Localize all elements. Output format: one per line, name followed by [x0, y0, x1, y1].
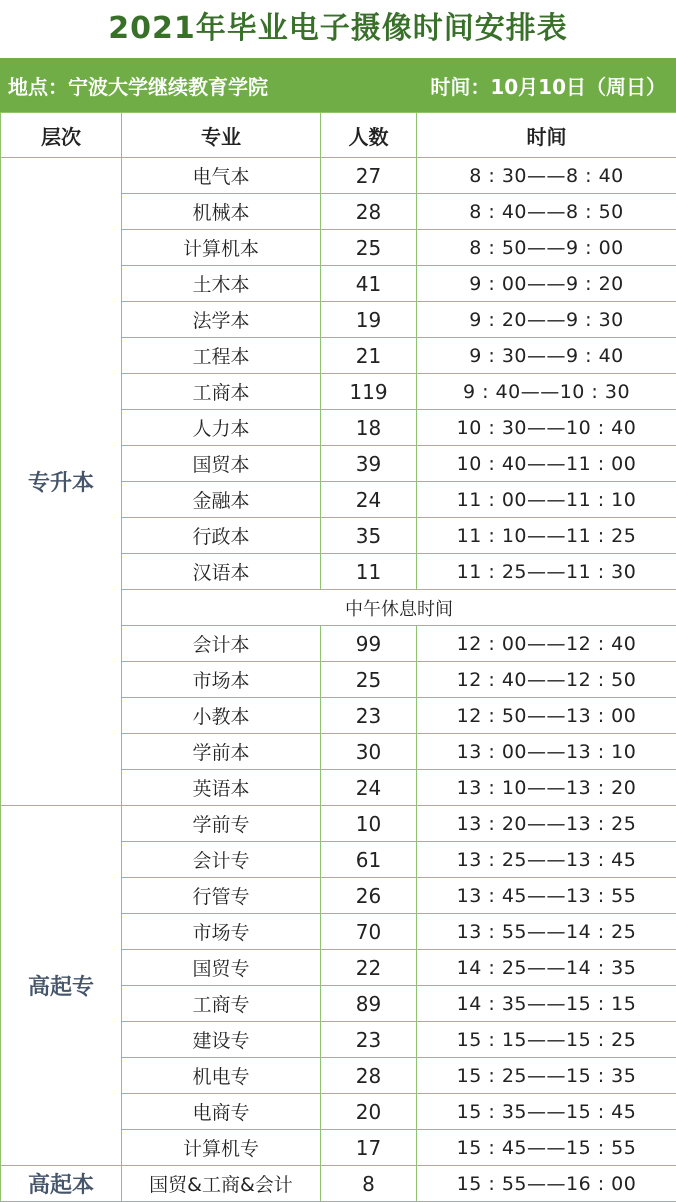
page-title: 2021年毕业电子摄像时间安排表 [0, 0, 676, 58]
time-cell: 13 : 10——13 : 20 [417, 770, 676, 806]
count-cell: 61 [321, 842, 417, 878]
major-cell: 人力本 [122, 410, 321, 446]
time-cell: 13 : 00——13 : 10 [417, 734, 676, 770]
time-cell: 14 : 35——15 : 15 [417, 986, 676, 1022]
count-cell: 17 [321, 1130, 417, 1166]
time-cell: 12 : 40——12 : 50 [417, 662, 676, 698]
count-cell: 27 [321, 158, 417, 194]
schedule-body [1, 158, 676, 1202]
count-cell: 19 [321, 302, 417, 338]
table-row [1, 158, 676, 194]
time-cell: 10 : 40——11 : 00 [417, 446, 676, 482]
break-cell: 中午休息时间 [122, 590, 676, 626]
count-cell: 70 [321, 914, 417, 950]
major-cell: 市场本 [122, 662, 321, 698]
major-cell: 工商专 [122, 986, 321, 1022]
schedule-table [0, 112, 676, 1202]
time-cell: 8 : 40——8 : 50 [417, 194, 676, 230]
time-cell: 8 : 30——8 : 40 [417, 158, 676, 194]
count-cell: 25 [321, 662, 417, 698]
major-cell: 市场专 [122, 914, 321, 950]
major-cell: 学前专 [122, 806, 321, 842]
major-cell: 机电专 [122, 1058, 321, 1094]
time-cell: 15 : 15——15 : 25 [417, 1022, 676, 1058]
time-cell: 15 : 25——15 : 35 [417, 1058, 676, 1094]
count-cell: 24 [321, 482, 417, 518]
major-cell: 小教本 [122, 698, 321, 734]
count-cell: 30 [321, 734, 417, 770]
time-cell: 15 : 55——16 : 00 [417, 1166, 676, 1202]
date-label: 时间：10月10日（周日） [430, 71, 666, 100]
major-cell: 行政本 [122, 518, 321, 554]
time-cell: 8 : 50——9 : 00 [417, 230, 676, 266]
major-cell: 汉语本 [122, 554, 321, 590]
time-cell: 12 : 50——13 : 00 [417, 698, 676, 734]
info-bar [0, 58, 676, 112]
major-cell: 机械本 [122, 194, 321, 230]
table-row [1, 1166, 676, 1202]
time-cell: 11 : 00——11 : 10 [417, 482, 676, 518]
major-cell: 工商本 [122, 374, 321, 410]
major-cell: 土木本 [122, 266, 321, 302]
count-cell: 11 [321, 554, 417, 590]
time-cell: 9 : 40——10 : 30 [417, 374, 676, 410]
major-cell: 国贸专 [122, 950, 321, 986]
header-row [1, 113, 676, 158]
count-cell: 22 [321, 950, 417, 986]
count-cell: 20 [321, 1094, 417, 1130]
major-cell: 国贸&工商&会计 [122, 1166, 321, 1202]
time-cell: 13 : 25——13 : 45 [417, 842, 676, 878]
table-row [1, 806, 676, 842]
count-cell: 21 [321, 338, 417, 374]
time-cell: 9 : 30——9 : 40 [417, 338, 676, 374]
header-time: 时间 [417, 113, 676, 158]
major-cell: 行管专 [122, 878, 321, 914]
major-cell: 建设专 [122, 1022, 321, 1058]
level-cell: 高起本 [1, 1166, 122, 1202]
time-cell: 11 : 25——11 : 30 [417, 554, 676, 590]
time-cell: 13 : 45——13 : 55 [417, 878, 676, 914]
major-cell: 金融本 [122, 482, 321, 518]
major-cell: 国贸本 [122, 446, 321, 482]
header-count: 人数 [321, 113, 417, 158]
major-cell: 学前本 [122, 734, 321, 770]
major-cell: 电商专 [122, 1094, 321, 1130]
count-cell: 41 [321, 266, 417, 302]
level-cell: 高起专 [1, 806, 122, 1166]
time-cell: 11 : 10——11 : 25 [417, 518, 676, 554]
count-cell: 8 [321, 1166, 417, 1202]
header-major: 专业 [122, 113, 321, 158]
time-cell: 15 : 35——15 : 45 [417, 1094, 676, 1130]
count-cell: 26 [321, 878, 417, 914]
count-cell: 23 [321, 1022, 417, 1058]
time-cell: 15 : 45——15 : 55 [417, 1130, 676, 1166]
time-cell: 9 : 20——9 : 30 [417, 302, 676, 338]
time-cell: 13 : 55——14 : 25 [417, 914, 676, 950]
major-cell: 计算机专 [122, 1130, 321, 1166]
count-cell: 39 [321, 446, 417, 482]
time-cell: 10 : 30——10 : 40 [417, 410, 676, 446]
count-cell: 18 [321, 410, 417, 446]
time-cell: 13 : 20——13 : 25 [417, 806, 676, 842]
major-cell: 计算机本 [122, 230, 321, 266]
level-cell: 专升本 [1, 158, 122, 806]
time-cell: 9 : 00——9 : 20 [417, 266, 676, 302]
major-cell: 法学本 [122, 302, 321, 338]
count-cell: 119 [321, 374, 417, 410]
count-cell: 28 [321, 194, 417, 230]
count-cell: 89 [321, 986, 417, 1022]
time-cell: 14 : 25——14 : 35 [417, 950, 676, 986]
major-cell: 电气本 [122, 158, 321, 194]
count-cell: 25 [321, 230, 417, 266]
major-cell: 英语本 [122, 770, 321, 806]
count-cell: 35 [321, 518, 417, 554]
header-level: 层次 [1, 113, 122, 158]
count-cell: 24 [321, 770, 417, 806]
count-cell: 10 [321, 806, 417, 842]
count-cell: 28 [321, 1058, 417, 1094]
count-cell: 99 [321, 626, 417, 662]
major-cell: 会计专 [122, 842, 321, 878]
major-cell: 会计本 [122, 626, 321, 662]
location-label: 地点：宁波大学继续教育学院 [8, 71, 268, 100]
time-cell: 12 : 00——12 : 40 [417, 626, 676, 662]
major-cell: 工程本 [122, 338, 321, 374]
count-cell: 23 [321, 698, 417, 734]
